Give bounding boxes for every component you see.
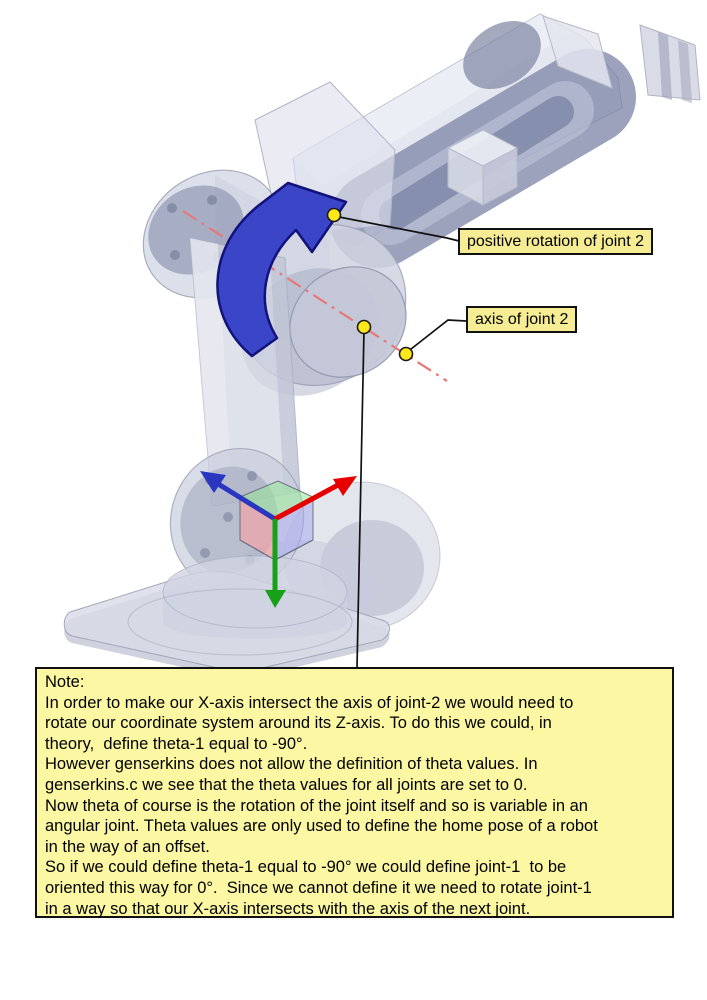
note-line-4: However genserkins does not allow the definition of theta values. In xyxy=(45,755,538,774)
note-line-9: So if we could define theta-1 equal to -90° we could define joint-1 to be xyxy=(45,858,567,877)
note-line-2: rotate our coordinate system around its Z-axis. To do this we could, in xyxy=(45,714,552,733)
callout-positive-rotation: positive rotation of joint 2 xyxy=(458,228,653,255)
note-box xyxy=(35,667,674,918)
note-title: Note: xyxy=(45,673,85,691)
marker-axis-point-1 xyxy=(358,321,371,334)
note-line-1: In order to make our X-axis intersect the axis of joint-2 we would need to xyxy=(45,693,574,712)
callout-axis-of-joint2: axis of joint 2 xyxy=(466,306,577,333)
note-line-10: oriented this way for 0°. Since we cannot define it we need to rotate joint-1 xyxy=(45,878,592,897)
note-line-7: angular joint. Theta values are only used to define the home pose of a robot xyxy=(45,817,598,836)
robot-arm-render xyxy=(64,7,700,677)
note-line-6: Now theta of course is the rotation of the joint itself and so is variable in an xyxy=(45,796,588,815)
note-line-3: theory, define theta-1 equal to -90°. xyxy=(45,734,308,753)
note-line-11: in a way so that our X-axis intersects with the axis of the next joint. xyxy=(45,899,531,918)
marker-rotation-arrow-tip xyxy=(328,209,341,222)
marker-axis-point-2 xyxy=(400,348,413,361)
leader-axis-of-joint xyxy=(406,320,466,353)
note-line-8: in the way of an offset. xyxy=(45,837,210,856)
note-line-5: genserkins.c we see that the theta values for all joints are set to 0. xyxy=(45,775,528,794)
